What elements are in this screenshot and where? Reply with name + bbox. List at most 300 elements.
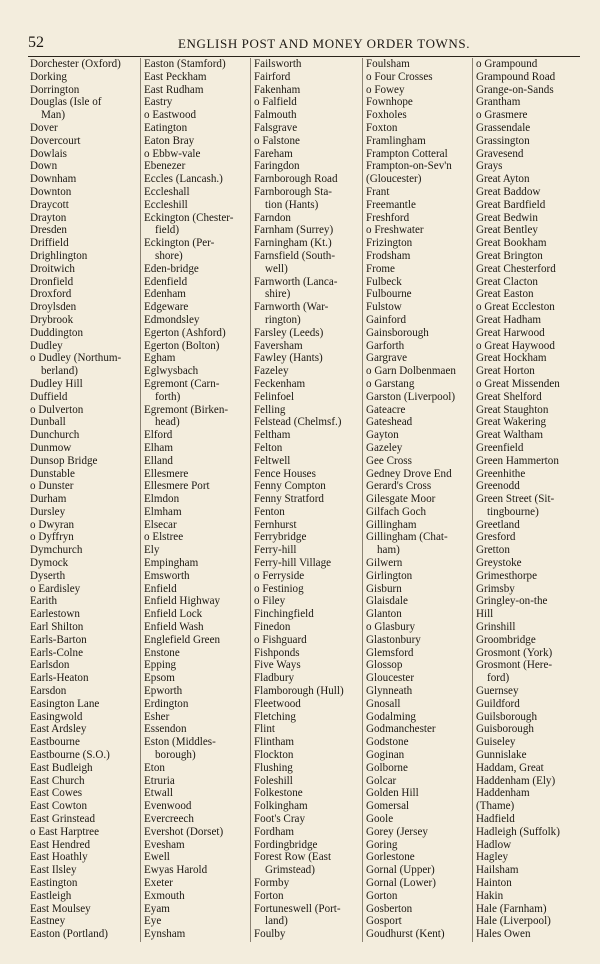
town-entry: Green Hammerton [476,454,559,467]
town-entry: o Elstree [144,531,184,544]
town-entry: Fortuneswell (Port- [254,902,341,915]
town-entry: Gunnislake [476,749,527,762]
town-entry: o Great Haywood [476,339,555,352]
town-entry: Exeter [144,877,173,889]
town-entry: o Garstang [366,377,415,390]
town-entry: Droylsden [30,301,77,314]
town-entry: Fletching [254,710,296,723]
town-entry: Grantham [476,96,521,109]
town-entry: Hale (Farnham) [476,902,547,915]
town-entry: Fenton [254,505,285,518]
town-entry: Elham [144,441,173,454]
town-entry: Fladbury [254,672,295,685]
town-entry: Easton (Portland) [30,928,108,941]
town-column-4 [362,58,474,942]
town-entry: Feltham [254,429,291,442]
town-entry: Easingwold [30,710,83,723]
town-entry: Guisborough [476,723,534,736]
town-entry: berland) [41,365,78,378]
town-entry: Evercreech [144,813,194,826]
town-entry: Etwall [144,787,173,800]
town-entry: o Falstone [254,134,300,147]
town-entry: shore) [155,249,183,262]
town-entry: Gainsborough [366,326,429,339]
town-entry: Flamborough (Hull) [254,685,344,698]
town-entry: Englefield Green [144,633,221,646]
town-entry: Easton (Stamford) [144,58,226,70]
town-entry: Fairford [254,70,291,83]
town-entry: East Budleigh [30,761,93,774]
town-entry: Great Bookham [476,237,547,250]
town-entry: Gilwern [366,557,403,570]
town-entry: Gayton [366,429,399,442]
town-entry: Dovercourt [30,134,81,147]
town-entry: Egremont (Birken- [144,403,229,416]
town-entry: field) [155,224,180,237]
town-entry: Elsecar [144,518,177,531]
town-entry: Goudhurst (Kent) [366,928,445,941]
town-entry: Frodsham [366,249,411,262]
town-entry: Foulby [254,928,286,941]
town-entry: Edgeware [144,301,189,314]
town-entry: Fernhurst [254,518,297,531]
town-entry: shire) [265,288,291,301]
town-entry: Greenodd [476,480,520,493]
town-entry: Gnosall [366,697,401,710]
town-entry: Great Harwood [476,326,545,339]
town-entry: Great Ayton [476,173,530,186]
town-entry: Foxton [366,121,398,134]
town-entry: Great Bardfield [476,198,546,211]
town-entry: Great Baddow [476,185,541,198]
town-entry: Eye [144,915,162,928]
town-entry: Eckington (Chester- [144,211,234,224]
town-entry: o Eardisley [30,582,81,595]
town-entry: Drighlington [30,249,88,262]
town-entry: Dorking [30,70,67,83]
town-entry: o Great Eccleston [476,301,555,314]
town-entry: East Hendred [30,838,91,851]
town-entry: Great Hockham [476,352,547,365]
town-entry: Empingham [144,557,199,570]
town-entry: Gilesgate Moor [366,493,436,506]
town-entry: Elmdon [144,493,180,506]
town-entry: o Dunster [30,480,74,493]
page-number: 52 [28,34,44,51]
town-entry: Ellesmere [144,467,189,480]
town-entry: Dover [30,121,58,134]
town-entry: Gresford [476,531,516,544]
town-entry: Gargrave [366,352,408,365]
town-entry: Gillingham (Chat- [366,531,448,544]
town-entry: o Fowey [366,83,405,96]
town-entry: Grassendale [476,121,531,134]
town-entry: Farnham (Surrey) [254,224,334,237]
town-entry: Droitwich [30,262,75,275]
town-entry: Enfield Lock [144,608,203,621]
town-entry: Gomersal [366,800,410,813]
town-entry: Epsom [144,672,175,685]
town-entry: Hill [476,608,494,621]
town-entry: Douglas (Isle of [30,96,102,109]
town-entry: Feltwell [254,454,291,467]
town-entry: Falsgrave [254,121,298,134]
town-entry: Eston (Middles- [144,736,216,749]
town-entry: Failsworth [254,58,302,70]
town-entry: o Eastwood [144,109,197,122]
town-entry: o Ebbw-vale [144,147,201,160]
town-entry: o East Harptree [30,825,99,838]
town-entry: Eton [144,761,165,774]
town-entry: Gornal (Upper) [366,864,435,877]
town-entry: Felton [254,441,283,454]
town-entry: Great Bentley [476,224,538,237]
town-entry: Gorton [366,889,398,902]
town-entry: East Ardsley [30,723,87,736]
town-entry: Glaisdale [366,595,408,608]
town-entry: Earl Shilton [30,621,84,634]
town-entry: Frizington [366,237,413,250]
town-entry: Farnworth (War- [254,301,329,314]
town-entry: Finchingfield [254,608,314,621]
town-entry: Great Clacton [476,275,538,288]
town-entry: Gazeley [366,441,403,454]
town-entry: Faringdon [254,160,300,173]
town-entry: Earls-Colne [30,646,83,659]
town-entry: Fleetwood [254,697,301,710]
town-entry: Greenfield [476,441,524,454]
town-entry: o Fishguard [254,633,307,646]
town-entry: Folkingham [254,800,308,813]
town-entry: borough) [155,749,196,762]
town-entry: Egremont (Carn- [144,377,220,390]
town-entry: Golborne [366,761,408,774]
town-entry: Gisburn [366,582,402,595]
town-entry: Faversham [254,339,303,352]
town-entry: Dunball [30,416,66,429]
town-entry: Fakenham [254,83,301,96]
town-entry: Dunchurch [30,429,80,442]
town-entry: Fawley (Hants) [254,352,323,365]
town-entry: Fazeley [254,365,289,378]
town-entry: Great Waltham [476,429,543,442]
town-entry: Grange-on-Sands [476,83,554,96]
town-entry: o Dudley (Northum- [30,352,122,365]
town-entry: Forton [254,889,284,902]
town-entry: Glossop [366,659,403,672]
town-entry: Evenwood [144,800,192,813]
town-entry: Gainford [366,313,407,326]
town-entry: Great Horton [476,365,535,378]
town-column-3 [250,58,364,942]
town-entry: Great Brington [476,249,543,262]
town-entry: Goginan [366,749,405,762]
town-entry: Flintham [254,736,295,749]
town-entry: Hales Owen [476,928,531,941]
town-entry: Fenny Stratford [254,493,324,506]
town-entry: Dorchester (Oxford) [30,58,121,70]
town-entry: Hale (Liverpool) [476,915,551,928]
town-entry: Ferry-hill Village [254,557,332,570]
town-entry: Erdington [144,697,189,710]
town-entry: Gosberton [366,902,413,915]
town-entry: Felinfoel [254,390,295,403]
town-entry: Ferrybridge [254,531,307,544]
town-entry: Godalming [366,710,416,723]
town-entry: o Festiniog [254,582,304,595]
town-entry: land) [265,915,288,928]
town-entry: Enstone [144,646,180,659]
town-entry: Garston (Liverpool) [366,390,456,403]
town-column-5 [472,58,586,942]
town-entry: o Dulverton [30,403,84,416]
town-entry: Folkestone [254,787,303,800]
town-column-1 [30,58,138,942]
town-entry: Green Street (Sit- [476,493,555,506]
town-entry: Ebenezer [144,160,186,173]
town-entry: forth) [155,390,181,403]
town-entry: East Grinstead [30,813,96,826]
town-entry: Haddenham (Ely) [476,774,556,787]
town-entry: Farnborough Road [254,173,338,186]
page-title: ENGLISH POST AND MONEY ORDER TOWNS. [178,36,471,51]
town-entry: Earls-Barton [30,633,87,646]
town-entry: Gateacre [366,403,406,416]
town-entry: Dymchurch [30,544,83,557]
town-entry: Fishponds [254,646,300,659]
town-entry: Hagley [476,851,509,864]
town-entry: Gorlestone [366,851,415,864]
town-entry: Dudley [30,339,63,352]
town-entry: Framlingham [366,134,426,147]
town-entry: Dudley Hill [30,377,83,390]
town-entry: Foxholes [366,109,407,122]
town-entry: Great Hadham [476,313,541,326]
town-entry: Fordingbridge [254,838,318,851]
town-entry: Egerton (Ashford) [144,326,226,339]
town-entry: Edmondsley [144,313,200,326]
town-entry: Great Chesterford [476,262,556,275]
town-entry: Farndon [254,211,291,224]
town-entry: Hailsham [476,864,519,877]
town-entry: o Four Crosses [366,70,433,83]
town-entry: Fence Houses [254,467,316,480]
town-entry: Grimsby [476,582,515,595]
town-entry: Fulbourne [366,288,412,301]
town-entry: Greetland [476,518,520,531]
town-entry: Elford [144,429,173,442]
town-entry: Dunsop Bridge [30,454,98,467]
town-entry: Grimstead) [265,864,315,877]
town-entry: Gorey (Jersey [366,825,428,838]
town-entry: Glynneath [366,685,413,698]
page-header [28,34,578,54]
town-entry: Glastonbury [366,633,421,646]
town-entry: Glemsford [366,646,414,659]
town-entry: (Gloucester) [366,173,422,186]
town-entry: Etruria [144,774,175,787]
town-entry: Glanton [366,608,402,621]
town-entry: Grosmont (Here- [476,659,553,672]
town-entry: o Garn Dolbenmaen [366,365,456,378]
town-entry: Greystoke [476,557,522,570]
town-entry: Foot's Cray [254,813,305,826]
town-entry: Fordham [254,825,295,838]
town-entry: Goring [366,838,398,851]
town-entry: Drybrook [30,313,74,326]
town-entry: Man) [41,109,66,122]
town-entry: Fulbeck [366,275,402,288]
town-entry: Droxford [30,288,72,301]
town-entry: Godstone [366,736,409,749]
town-entry: Enfield [144,582,177,595]
town-entry: Down [30,160,58,173]
town-entry: Gerard's Cross [366,480,432,493]
town-entry: East Cowes [30,787,83,800]
town-entry: Haddam, Great [476,761,544,774]
town-entry: Farningham (Kt.) [254,237,332,250]
town-entry: Eastry [144,96,173,109]
town-entry: Gee Cross [366,454,412,467]
town-entry: Elmham [144,505,182,518]
town-entry: Downton [30,185,72,198]
town-entry: Great Staughton [476,403,549,416]
town-entry: Frampton-on-Sev'n [366,160,452,173]
town-entry: well) [265,262,288,275]
town-entry: Dronfield [30,275,74,288]
town-entry: Farnsfield (South- [254,249,336,262]
town-entry: o Dwyran [30,518,75,531]
town-entry: Eccleshill [144,198,188,211]
town-entry: Gravesend [476,147,524,160]
town-entry: Gillingham [366,518,417,531]
town-entry: Grassington [476,134,530,147]
town-entry: tingbourne) [487,505,539,518]
town-entry: Earlsdon [30,659,70,672]
town-entry: Eden-bridge [144,262,199,275]
town-entry: Eastbourne (S.O.) [30,749,110,762]
town-entry: Earith [30,595,58,608]
town-entry: Drayton [30,211,67,224]
town-entry: Girlington [366,569,413,582]
town-entry: Eynsham [144,928,186,941]
town-entry: Falmouth [254,109,297,122]
town-entry: Forest Row (East [254,851,332,864]
town-entry: Eastleigh [30,889,72,902]
town-entry: Dyserth [30,569,66,582]
town-entry: Gilfach Goch [366,505,427,518]
town-entry: Ewyas Harold [144,864,208,877]
town-entry: Greenhithe [476,467,526,480]
town-entry: Dowlais [30,147,67,160]
town-entry: Essendon [144,723,187,736]
town-entry: Dursley [30,505,66,518]
town-entry: Eccleshall [144,185,190,198]
town-entry: Grays [476,160,503,173]
town-entry: Golcar [366,774,397,787]
town-entry: Great Wakering [476,416,547,429]
town-entry: Draycott [30,198,69,211]
town-entry: Golden Hill [366,787,419,800]
town-entry: Eyam [144,902,170,915]
town-entry: Eglwysbach [144,365,199,378]
town-entry: Gornal (Lower) [366,877,436,889]
town-entry: Hadfield [476,813,515,826]
town-entry: Great Bedwin [476,211,538,224]
town-entry: Farnworth (Lanca- [254,275,338,288]
town-entry: Enfield Highway [144,595,221,608]
town-entry: Esher [144,710,170,723]
town-entry: Elland [144,454,173,467]
town-entry: o Great Missenden [476,377,560,390]
town-entry: East Church [30,774,85,787]
town-entry: Easington Lane [30,697,100,710]
town-entry: Great Shelford [476,390,542,403]
town-entry: Dorrington [30,83,80,96]
town-entry: Eastney [30,915,66,928]
town-entry: East Peckham [144,70,207,83]
town-entry: Emsworth [144,569,190,582]
town-entry: o Ferryside [254,569,305,582]
town-entry: Gloucester [366,672,415,685]
town-entry: Frampton Cotteral [366,147,448,160]
town-entry: Frant [366,185,390,198]
town-entry: Freemantle [366,198,416,211]
town-entry: Duddington [30,326,84,339]
town-entry: Flushing [254,761,293,774]
town-entry: o Falfield [254,96,297,109]
town-entry: Ellesmere Port [144,480,210,493]
town-entry: East Moulsey [30,902,91,915]
town-entry: Duffield [30,390,68,403]
town-entry: ford) [487,672,510,685]
town-entry: Formby [254,877,290,889]
town-entry: Grosmont (York) [476,646,553,659]
town-entry: Five Ways [254,659,301,672]
town-entry: o Grampound [476,58,538,70]
town-entry: Fareham [254,147,293,160]
town-entry: Hainton [476,877,512,889]
town-entry: Flint [254,723,275,736]
town-entry: Groombridge [476,633,536,646]
town-entry: Foleshill [254,774,293,787]
town-entry: Gretton [476,544,510,557]
town-entry: Hadlow [476,838,512,851]
town-entry: Farsley (Leeds) [254,326,324,339]
town-entry: Godmanchester [366,723,436,736]
town-entry: head) [155,416,180,429]
town-entry: o Glasbury [366,621,415,634]
town-entry: o Grasmere [476,109,528,122]
town-entry: Great Easton [476,288,534,301]
town-entry: Enfield Wash [144,621,204,634]
town-entry: Downham [30,173,77,186]
town-entry: rington) [265,313,301,326]
town-entry: Guernsey [476,685,519,698]
town-entry: Dymock [30,557,69,570]
town-entry: Durham [30,493,67,506]
town-entry: Goole [366,813,394,826]
town-entry: Garforth [366,339,405,352]
town-entry: (Thame) [476,800,515,813]
town-entry: Egham [144,352,176,365]
town-entry: Guilsborough [476,710,538,723]
town-entry: Edenfield [144,275,188,288]
town-entry: Frome [366,262,395,275]
town-entry: Grimesthorpe [476,569,537,582]
town-entry: Grampound Road [476,70,556,83]
town-entry: Guiseley [476,736,516,749]
